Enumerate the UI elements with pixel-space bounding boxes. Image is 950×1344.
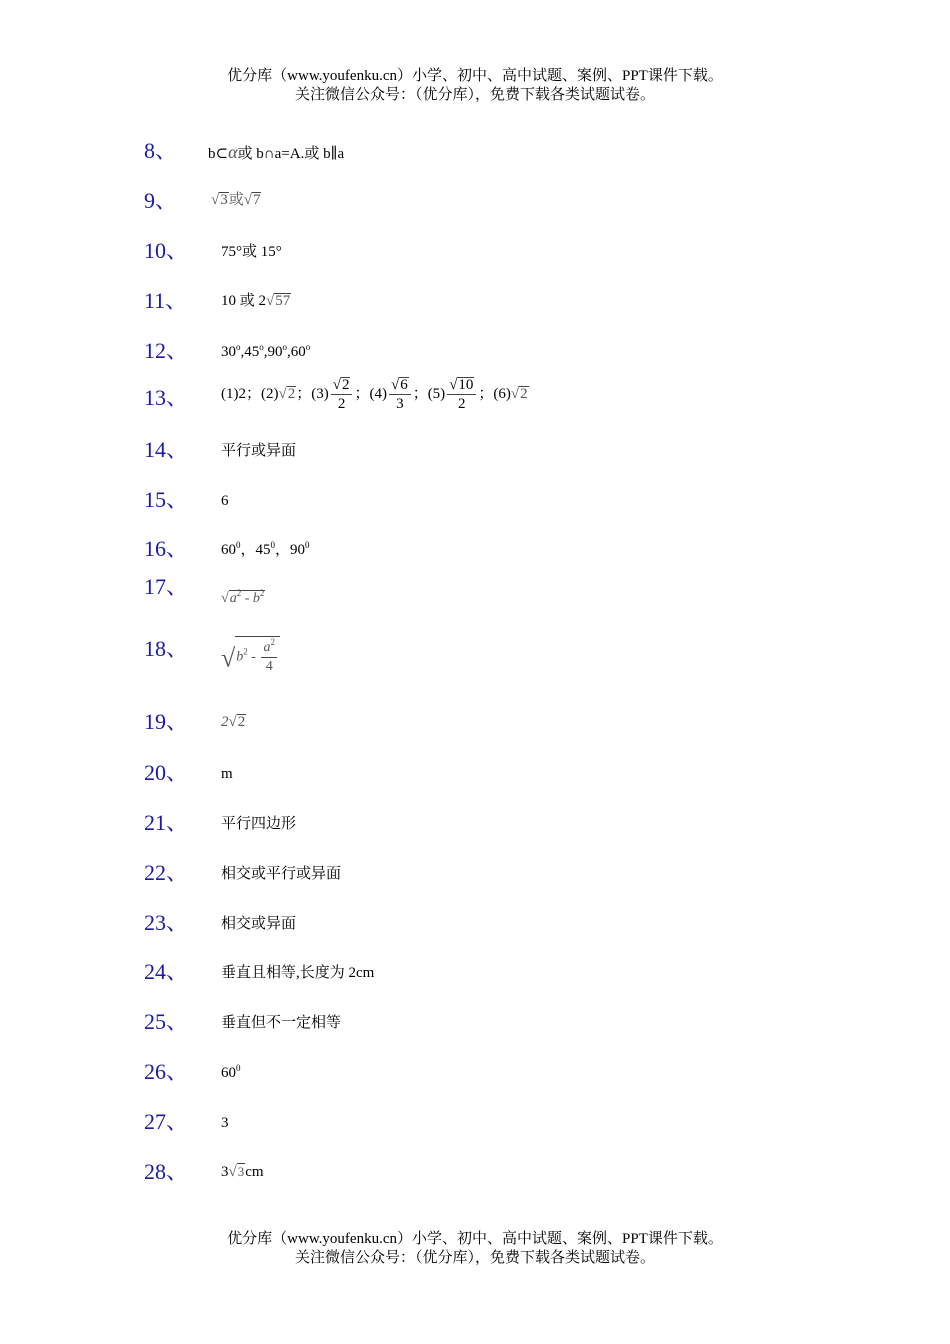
item-number: 9、 [144,188,178,213]
answer-row-13 [0,377,950,425]
header-line-2: 关注微信公众号：（优分库），免费下载各类试题试卷。 [294,87,655,103]
answer-text: 60 [221,1065,236,1081]
radical-sign: √ [266,293,275,309]
answer-row-16 [0,536,950,566]
answer-text: ；(5) [412,385,446,402]
answer-row-8 [0,138,950,168]
answer-text: 或 [228,192,244,208]
answer-text: 平行或异面 [221,443,297,459]
answer-text: 或 b∩a=A.或 b∥a [237,146,345,162]
item-number: 19、 [144,709,189,734]
radicand: 2 [287,385,296,402]
item-number: 24、 [144,959,189,984]
answer-text: 垂直且相等,长度为 2cm [221,965,375,981]
superscript: 0 [270,540,276,550]
item-number: 13、 [144,385,189,410]
fraction [261,639,277,676]
answer-text: ；(4) [354,385,387,402]
denominator: 3 [396,396,404,412]
answer-row-14 [0,437,950,467]
item-number: 27、 [144,1109,189,1134]
superscript: 0 [305,540,310,550]
answer-row-15 [0,487,950,517]
radicand: 3 [237,1164,245,1179]
exponent: 2 [270,637,275,647]
radical-sign: √ [449,377,458,393]
answer-text: 相交或异面 [221,916,297,932]
item-number: 10、 [144,238,189,263]
answer-text: ,45 [240,344,260,360]
answer-text: 75°或 15° [221,244,282,260]
answer-row-25 [0,1009,950,1039]
fraction [447,376,476,413]
operator: - [241,591,253,606]
denominator: 2 [458,396,466,412]
exponent: 2 [236,588,242,598]
answer-text: 相交或平行或异面 [221,866,342,882]
answer-text: 平行四边形 [221,816,297,832]
numerator: 2 [341,377,350,393]
answer-text: ，45 [240,542,271,558]
variable: b [252,591,260,606]
answer-text: 6 [221,493,229,509]
item-number: 17、 [144,574,189,599]
radical-sign: √ [510,385,520,402]
answer-content [208,141,344,165]
answer-row-26 [0,1059,950,1089]
item-number: 22、 [144,860,189,885]
unit-text: cm [245,1164,264,1180]
radical-sign: √ [221,643,236,673]
answer-content [221,290,291,312]
answer-text: 3 [221,1115,229,1131]
radical-sign: √ [332,377,341,393]
answer-content [221,1161,264,1183]
answer-text: ，90 [275,542,306,558]
answer-content [221,636,280,676]
numerator: 10 [458,377,474,393]
answer-content [221,711,246,733]
answer-content [221,588,265,610]
answer-content [221,341,310,363]
numerator: 6 [400,377,408,393]
answer-content [221,1062,241,1084]
item-number: 12、 [144,338,189,363]
item-number: 25、 [144,1009,189,1034]
variable: a [229,591,237,606]
answer-text: m [221,766,233,782]
exponent: 2 [259,588,265,598]
item-number: 8、 [144,138,178,163]
answer-row-9 [0,188,950,218]
operator: - [247,649,260,665]
answer-content [211,189,261,211]
radicand: 2 [237,714,246,730]
answer-content [221,376,529,413]
radicand: 3 [220,192,228,208]
answer-row-22 [0,860,950,890]
radicand: 57 [275,293,291,309]
answer-text: 10 或 2 [221,293,267,309]
answer-row-17 [0,574,950,604]
answer-row-24 [0,959,950,989]
answer-text: b [208,146,216,162]
fraction [331,376,353,413]
answer-row-21 [0,810,950,840]
radical-sign: √ [390,377,400,393]
answer-row-19 [0,709,950,739]
degree-mark: o [236,342,241,352]
radicand [235,636,280,676]
radical-sign: √ [228,1164,237,1180]
radical-sign: √ [211,192,220,208]
answer-row-10 [0,238,950,268]
superscript: 0 [236,540,241,550]
radical-sign: √ [221,591,229,606]
degree-mark: o [259,342,264,352]
numerator: a [263,640,271,655]
answer-text: 3 [221,1164,229,1180]
header-line-1: 优分库（www.youfenku.cn）小学、初中、高中试题、案例、PPT课件下载。 [227,68,723,84]
page-footer [0,1230,950,1268]
answer-text: ,60 [287,344,306,360]
radical-sign: √ [243,192,252,208]
exponent: 2 [243,646,248,657]
radical-sign: √ [228,714,237,730]
answer-text: 垂直但不一定相等 [221,1015,342,1031]
answer-row-23 [0,910,950,940]
answer-text: ,90 [263,344,283,360]
item-number: 21、 [144,810,189,835]
item-number: 18、 [144,636,189,661]
degree-mark: o [305,342,311,352]
answer-row-12 [0,338,950,368]
answer-row-18 [0,636,950,686]
item-number: 14、 [144,437,189,462]
footer-line-2: 关注微信公众号：（优分库），免费下载各类试题试卷。 [294,1250,655,1266]
item-number: 20、 [144,760,189,785]
answer-text: ；(3) [296,385,329,402]
answer-text: 30 [221,344,236,360]
answer-content [221,539,310,561]
page-header [0,67,950,105]
answer-row-28 [0,1159,950,1189]
alpha-symbol: α [228,142,238,162]
radicand: 2 [520,385,528,402]
answer-row-20 [0,760,950,790]
denominator: 4 [265,659,273,674]
radicand [229,590,266,606]
item-number: 11、 [144,288,188,313]
denominator: 2 [337,396,346,412]
footer-line-1: 优分库（www.youfenku.cn）小学、初中、高中试题、案例、PPT课件下载。 [227,1231,723,1247]
item-number: 26、 [144,1059,189,1084]
radicand: 7 [252,192,261,208]
answer-text: ；(6) [478,385,511,402]
variable: b [236,649,244,665]
answer-text: (1)2；(2) [221,385,279,402]
item-number: 28、 [144,1159,189,1184]
answer-row-27 [0,1109,950,1139]
fraction [389,376,411,413]
radical-sign: √ [278,385,287,402]
superscript: 0 [236,1063,241,1073]
answer-text: 60 [221,542,236,558]
degree-mark: o [282,342,287,352]
subset-symbol: ⊂ [215,146,229,162]
coefficient: 2 [221,714,229,730]
item-number: 15、 [144,487,189,512]
item-number: 16、 [144,536,189,561]
item-number: 23、 [144,910,189,935]
answer-row-11 [0,288,950,318]
